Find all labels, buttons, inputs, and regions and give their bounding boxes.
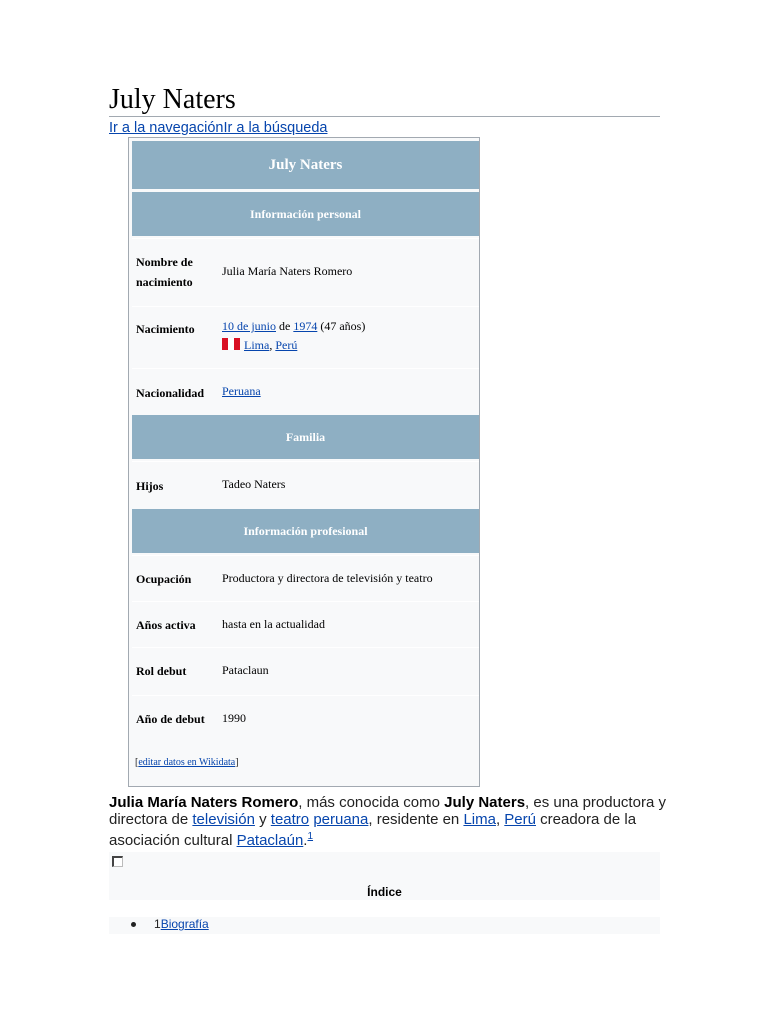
infobox-section-professional: Información profesional xyxy=(132,509,479,553)
skip-links xyxy=(109,119,327,137)
infobox-row-nationality xyxy=(132,368,479,413)
page-title: July Naters xyxy=(109,84,236,115)
birth-age: (47 años) xyxy=(317,319,366,333)
toc-title: Índice xyxy=(367,885,402,899)
infobox-value: Julia María Naters Romero xyxy=(222,264,353,278)
lead-text: . xyxy=(303,832,308,849)
infobox-label: Nombre de nacimiento xyxy=(136,255,193,289)
table-of-contents xyxy=(109,852,660,934)
lead-text: , residente en xyxy=(368,811,464,828)
infobox-label: Hijos xyxy=(136,479,164,493)
toc-item[interactable] xyxy=(131,916,209,932)
infobox-row-occupation xyxy=(132,555,479,600)
birth-year-link[interactable]: 1974 xyxy=(293,319,318,333)
lead-text: , más conocida como xyxy=(298,794,445,811)
skip-to-search-link[interactable]: Ir a la búsqueda xyxy=(223,120,328,136)
lead-text: creadora de la asociación cultural xyxy=(109,811,637,849)
infobox-row-years-active xyxy=(132,601,479,646)
birth-date-link[interactable]: 10 de junio xyxy=(222,319,276,333)
infobox-row-children xyxy=(132,461,479,507)
footer-bracket-open: [ xyxy=(135,757,139,768)
lead-paragraph xyxy=(109,794,669,849)
footer-bracket-close: ] xyxy=(235,757,239,768)
infobox-value: Pataclaun xyxy=(222,663,269,677)
infobox-row-birth-name xyxy=(132,238,479,305)
infobox-row-birth xyxy=(132,306,479,367)
toc-item-label[interactable]: Biografía xyxy=(160,917,209,931)
infobox-title: July Naters xyxy=(132,141,479,189)
infobox-value: hasta en la actualidad xyxy=(222,617,325,631)
teatro-link[interactable]: teatro xyxy=(270,811,310,828)
lead-full-name: Julia María Naters Romero xyxy=(109,794,299,811)
birth-city-link[interactable]: Lima xyxy=(244,338,270,352)
infobox-label: Ocupación xyxy=(136,572,192,586)
toc-item-number: 1 xyxy=(154,917,161,931)
infobox-label: Años activa xyxy=(136,618,196,632)
infobox-label: Año de debut xyxy=(136,712,205,726)
peru-flag-icon xyxy=(222,338,240,350)
peruana-link[interactable]: peruana xyxy=(313,811,369,828)
infobox-section-family: Familia xyxy=(132,415,479,459)
birth-place-sep: , xyxy=(269,338,276,352)
lead-short-name: July Naters xyxy=(444,794,526,811)
infobox-value: Tadeo Naters xyxy=(222,477,286,491)
birth-value xyxy=(222,317,365,355)
infobox xyxy=(128,137,480,787)
infobox-row-debut-year xyxy=(132,695,479,744)
infobox-label: Nacionalidad xyxy=(136,386,205,400)
birth-date-sep: de xyxy=(276,319,294,333)
infobox-label: Nacimiento xyxy=(136,322,195,336)
infobox-value: 1990 xyxy=(222,711,246,725)
lima-link[interactable]: Lima xyxy=(463,811,496,828)
reference-1-link[interactable]: 1 xyxy=(307,831,314,842)
lead-text: , xyxy=(495,811,505,828)
infobox-section-personal: Información personal xyxy=(132,192,479,236)
pataclaun-link[interactable]: Pataclaún xyxy=(236,832,304,849)
skip-to-navigation-link[interactable]: Ir a la navegación xyxy=(109,120,224,136)
infobox-label: Rol debut xyxy=(136,664,187,678)
birth-country-link[interactable]: Perú xyxy=(275,338,298,352)
television-link[interactable]: televisión xyxy=(192,811,255,828)
wikidata-footer xyxy=(135,757,239,768)
toc-toggle-checkbox[interactable] xyxy=(112,856,123,867)
nationality-link[interactable]: Peruana xyxy=(222,384,261,398)
infobox-value: Productora y directora de televisión y teatro xyxy=(222,571,433,585)
title-divider xyxy=(109,116,660,117)
toc-divider xyxy=(109,900,660,917)
peru-link[interactable]: Perú xyxy=(504,811,536,828)
lead-text: , es una productora y directora de xyxy=(109,794,666,828)
edit-wikidata-link[interactable]: editar datos en Wikidata xyxy=(138,757,236,768)
bullet-icon xyxy=(131,922,136,927)
lead-text: y xyxy=(254,811,271,828)
infobox-row-debut-role xyxy=(132,647,479,694)
